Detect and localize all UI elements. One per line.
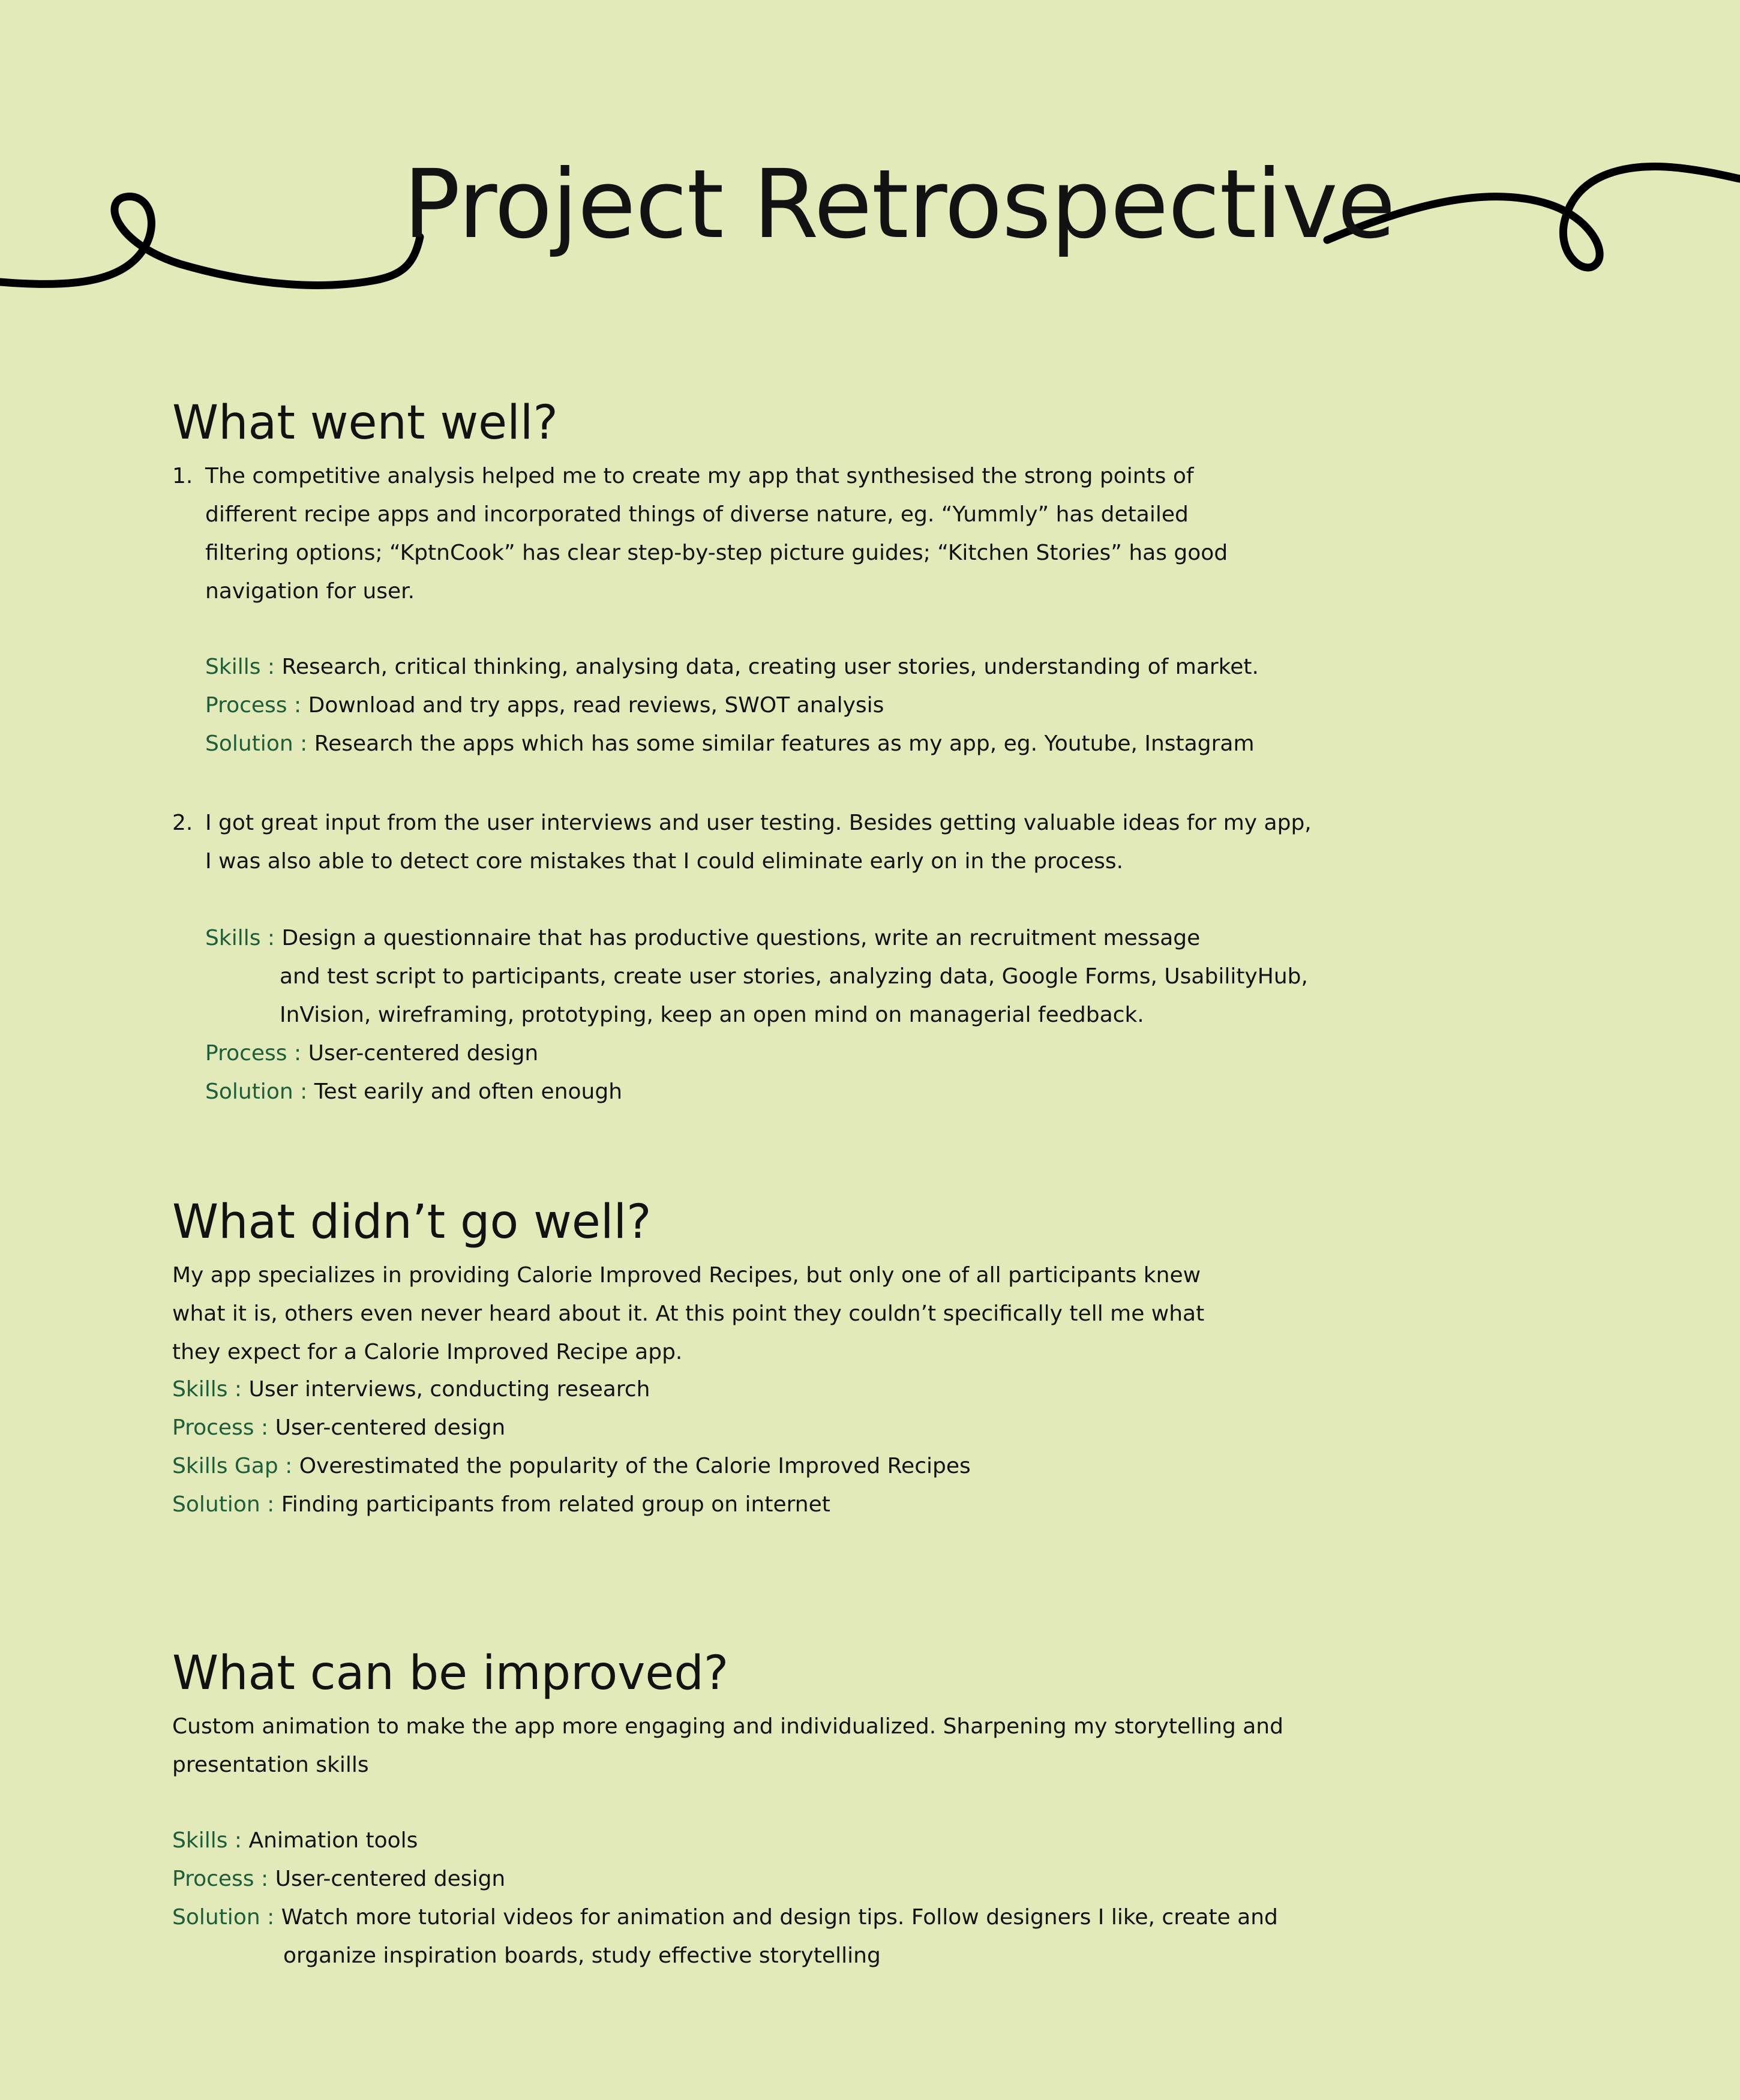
skills-continuation: and test script to participants, create user stories, analyzing data, Google Forms, UsabilityHub, [280, 964, 1308, 989]
improve-text [172, 1708, 1283, 1784]
solution-label: Solution : [172, 1905, 275, 1930]
skills-value: User interviews, conducting research [248, 1377, 650, 1402]
skills-label: Skills : [172, 1377, 242, 1402]
item-1-text [205, 457, 1228, 611]
process-value: User-centered design [308, 1041, 539, 1066]
text-line: The competitive analysis helped me to create my app that synthesised the strong points of [205, 464, 1194, 488]
process-row [205, 1034, 538, 1073]
section-heading-went-well: What went well? [172, 396, 558, 450]
skills-gap-label: Skills Gap : [172, 1454, 293, 1478]
text-line: different recipe apps and incorporated things of diverse nature, eg. “Yummly” has detailed [205, 502, 1189, 527]
skills-gap-value: Overestimated the popularity of the Calorie Improved Recipes [299, 1454, 971, 1478]
text-line: they expect for a Calorie Improved Recipe app. [172, 1340, 683, 1364]
text-line: I was also able to detect core mistakes that I could eliminate early on in the process. [205, 849, 1124, 874]
process-value: User-centered design [275, 1415, 506, 1440]
text-line: what it is, others even never heard about it. At this point they couldn’t specifically tell me what [172, 1301, 1205, 1326]
skills-label: Skills : [172, 1828, 242, 1853]
skills-label: Skills : [205, 655, 275, 679]
skills-row [172, 1822, 418, 1860]
solution-row [205, 1073, 622, 1111]
skills-value: Design a questionnaire that has productive questions, write an recruitment message [281, 926, 1201, 950]
solution-row [172, 1486, 830, 1524]
solution-row [172, 1898, 1278, 1937]
skills-value: Research, critical thinking, analysing data, creating user stories, understanding of market. [281, 655, 1259, 679]
text-line: I got great input from the user interviews and user testing. Besides getting valuable ideas for my app, [205, 811, 1312, 835]
skills-row [172, 1370, 650, 1409]
skills-row [205, 648, 1259, 686]
item-2-text [205, 804, 1312, 881]
text-line: Custom animation to make the app more engaging and individualized. Sharpening my storytelling and [172, 1714, 1283, 1739]
text-line: navigation for user. [205, 579, 415, 604]
text-line: presentation skills [172, 1753, 369, 1777]
skills-row [205, 919, 1200, 958]
process-row [172, 1409, 505, 1447]
solution-label: Solution : [205, 731, 308, 756]
skills-value: Animation tools [248, 1828, 418, 1853]
solution-continuation: organize inspiration boards, study effective storytelling [283, 1943, 881, 1968]
skills-continuation: InVision, wireframing, prototyping, keep an open mind on managerial feedback. [280, 1003, 1144, 1027]
solution-value: Watch more tutorial videos for animation and design tips. Follow designers I like, create and [281, 1905, 1278, 1930]
text-line: filtering options; “KptnCook” has clear step-by-step picture guides; “Kitchen Stories” has good [205, 541, 1228, 565]
solution-value: Finding participants from related group on internet [281, 1492, 830, 1517]
list-number: 2. [172, 811, 193, 835]
process-label: Process : [172, 1415, 269, 1440]
skills-gap-row [172, 1447, 971, 1486]
solution-label: Solution : [205, 1079, 308, 1104]
process-value: User-centered design [275, 1867, 506, 1891]
process-label: Process : [205, 693, 302, 718]
text-line: My app specializes in providing Calorie Improved Recipes, but only one of all participants knew [172, 1263, 1201, 1288]
page-title: Project Retrospective [403, 149, 1396, 260]
process-label: Process : [205, 1041, 302, 1066]
solution-row [205, 725, 1255, 763]
solution-value: Test earily and often enough [314, 1079, 623, 1104]
solution-label: Solution : [172, 1492, 275, 1517]
didnt-text [172, 1256, 1204, 1372]
list-number: 1. [172, 464, 193, 488]
process-value: Download and try apps, read reviews, SWOT analysis [308, 693, 884, 718]
section-heading-can-be-improved: What can be improved? [172, 1646, 729, 1700]
process-label: Process : [172, 1867, 269, 1891]
skills-label: Skills : [205, 926, 275, 950]
process-row [205, 686, 884, 725]
solution-value: Research the apps which has some similar features as my app, eg. Youtube, Instagram [314, 731, 1255, 756]
process-row [172, 1860, 505, 1898]
section-heading-didnt-go-well: What didn’t go well? [172, 1195, 652, 1249]
